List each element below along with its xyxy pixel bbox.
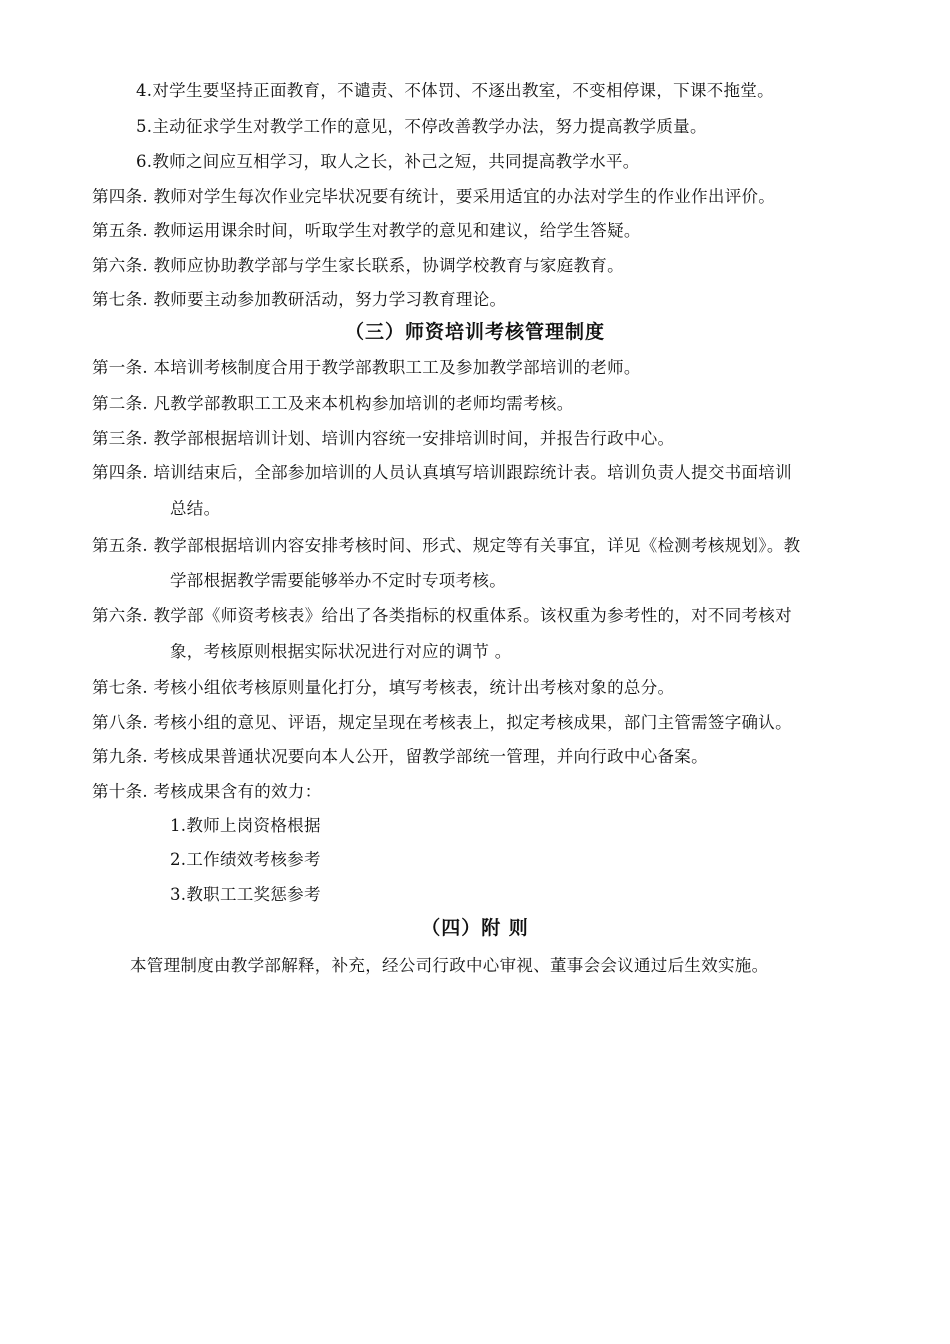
rule-item-5: 5.主动征求学生对教学工作的意见，不停改善教学办法，努力提高教学质量。 (136, 117, 707, 136)
article-7: 第七条. 教师要主动参加教研活动，努力学习教育理论。 (92, 290, 507, 309)
training-article-10: 第十条. 考核成果含有的效力： (92, 782, 322, 801)
article-6: 第六条. 教师应协助教学部与学生家长联系，协调学校教育与家庭教育。 (92, 256, 624, 275)
rule-item-4: 4.对学生要坚持正面教育，不谴责、不体罚、不逐出教室，不变相停课，下课不拖堂。 (136, 81, 774, 100)
training-article-5: 第五条. 教学部根据培训内容安排考核时间、形式、规定等有关事宜，详见《检测考核规划》。教 (92, 536, 801, 555)
training-article-4: 第四条. 培训结束后，全部参加培训的人员认真填写培训跟踪统计表。培训负责人提交书面培训 (92, 463, 792, 482)
training-article-5-cont: 学部根据教学需要能够举办不定时专项考核。 (170, 571, 506, 590)
training-article-2: 第二条. 凡教学部教职工工及来本机构参加培训的老师均需考核。 (92, 394, 574, 413)
appendix-text: 本管理制度由教学部解释，补充，经公司行政中心审视、董事会会议通过后生效实施。 (130, 956, 769, 975)
training-article-3: 第三条. 教学部根据培训计划、培训内容统一安排培训时间，并报告行政中心。 (92, 429, 675, 448)
training-article-8: 第八条. 考核小组的意见、评语，规定呈现在考核表上，拟定考核成果，部门主管需签字确认。 (92, 713, 792, 732)
training-article-6: 第六条. 教学部《师资考核表》给出了各类指标的权重体系。该权重为参考性的，对不同考核对 (92, 606, 792, 625)
training-article-1: 第一条. 本培训考核制度合用于教学部教职工工及参加教学部培训的老师。 (92, 358, 641, 377)
effect-item-3: 3.教职工工奖惩参考 (170, 885, 321, 904)
rule-item-6: 6.教师之间应互相学习，取人之长，补己之短，共同提高教学水平。 (136, 152, 640, 171)
effect-item-1: 1.教师上岗资格根据 (170, 816, 321, 835)
section-three-title: （三）师资培训考核管理制度 (344, 321, 605, 343)
section-four-title: （四）附 则 (421, 917, 529, 939)
training-article-4-cont: 总结。 (170, 499, 221, 518)
article-4: 第四条. 教师对学生每次作业完毕状况要有统计，要采用适宜的办法对学生的作业作出评价。 (92, 187, 776, 206)
training-article-6-cont: 象，考核原则根据实际状况进行对应的调节 。 (170, 642, 512, 661)
effect-item-2: 2.工作绩效考核参考 (170, 850, 321, 869)
training-article-7: 第七条. 考核小组依考核原则量化打分，填写考核表，统计出考核对象的总分。 (92, 678, 675, 697)
training-article-9: 第九条. 考核成果普通状况要向本人公开，留教学部统一管理，并向行政中心备案。 (92, 747, 708, 766)
article-5: 第五条. 教师运用课余时间，听取学生对教学的意见和建议，给学生答疑。 (92, 221, 641, 240)
